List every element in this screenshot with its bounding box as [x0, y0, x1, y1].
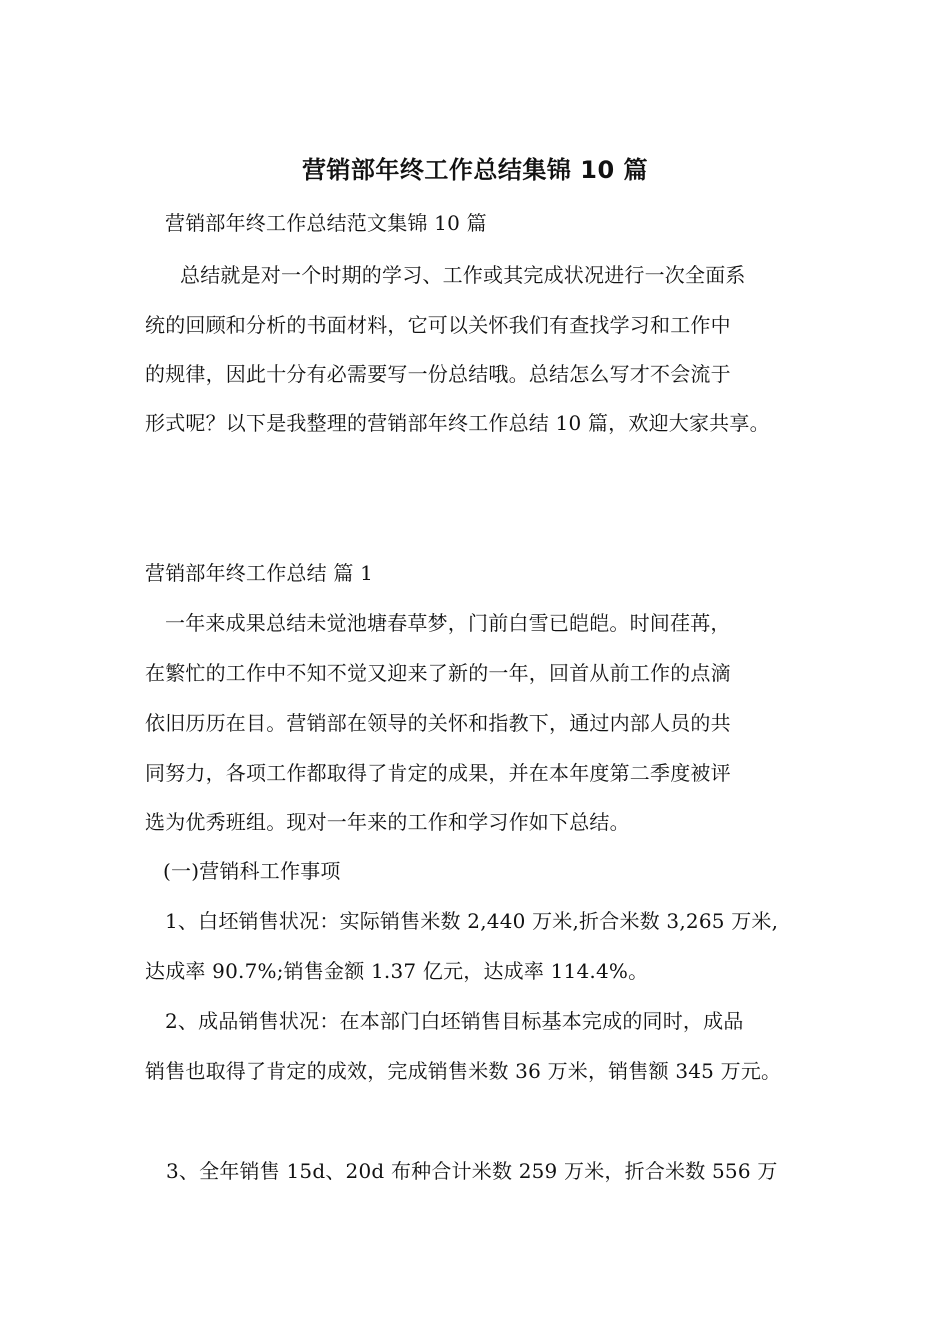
body-line-4: 同努力，各项工作都取得了肯定的成果，并在本年度第二季度被评	[145, 761, 731, 785]
item-1-line-2: 达成率 90.7%;销售金额 1.37 亿元，达成率 114.4%。	[145, 959, 649, 983]
subtitle-line: 营销部年终工作总结范文集锦 10 篇	[165, 211, 487, 235]
item-2-line-2: 销售也取得了肯定的成效，完成销售米数 36 万米，销售额 345 万元。	[145, 1059, 782, 1083]
intro-line-1: 总结就是对一个时期的学习、工作或其完成状况进行一次全面系	[180, 263, 746, 287]
body-line-3: 依旧历历在目。营销部在领导的关怀和指教下，通过内部人员的共	[145, 711, 731, 735]
body-line-1: 一年来成果总结未觉池塘春草梦，门前白雪已皑皑。时间荏苒，	[165, 611, 731, 635]
section-heading: 营销部年终工作总结 篇 1	[145, 561, 374, 585]
intro-line-4: 形式呢？以下是我整理的营销部年终工作总结 10 篇，欢迎大家共享。	[145, 411, 770, 435]
item-2-line-1: 2、成品销售状况：在本部门白坯销售目标基本完成的同时，成品	[165, 1009, 744, 1033]
intro-line-2: 统的回顾和分析的书面材料，它可以关怀我们有查找学习和工作中	[145, 313, 731, 337]
item-3-line-1: 3、全年销售 15d、20d 布种合计米数 259 万米，折合米数 556 万	[166, 1159, 778, 1183]
subsection-heading: (一)营销科工作事项	[163, 859, 341, 883]
item-1-line-1: 1、白坯销售状况：实际销售米数 2,440 万米,折合米数 3,265 万米,	[165, 909, 779, 933]
intro-line-3: 的规律，因此十分有必需要写一份总结哦。总结怎么写才不会流于	[145, 362, 731, 386]
body-line-2: 在繁忙的工作中不知不觉又迎来了新的一年，回首从前工作的点滴	[145, 661, 731, 685]
document-title: 营销部年终工作总结集锦 10 篇	[301, 156, 649, 184]
body-line-5: 选为优秀班组。现对一年来的工作和学习作如下总结。	[145, 810, 630, 834]
